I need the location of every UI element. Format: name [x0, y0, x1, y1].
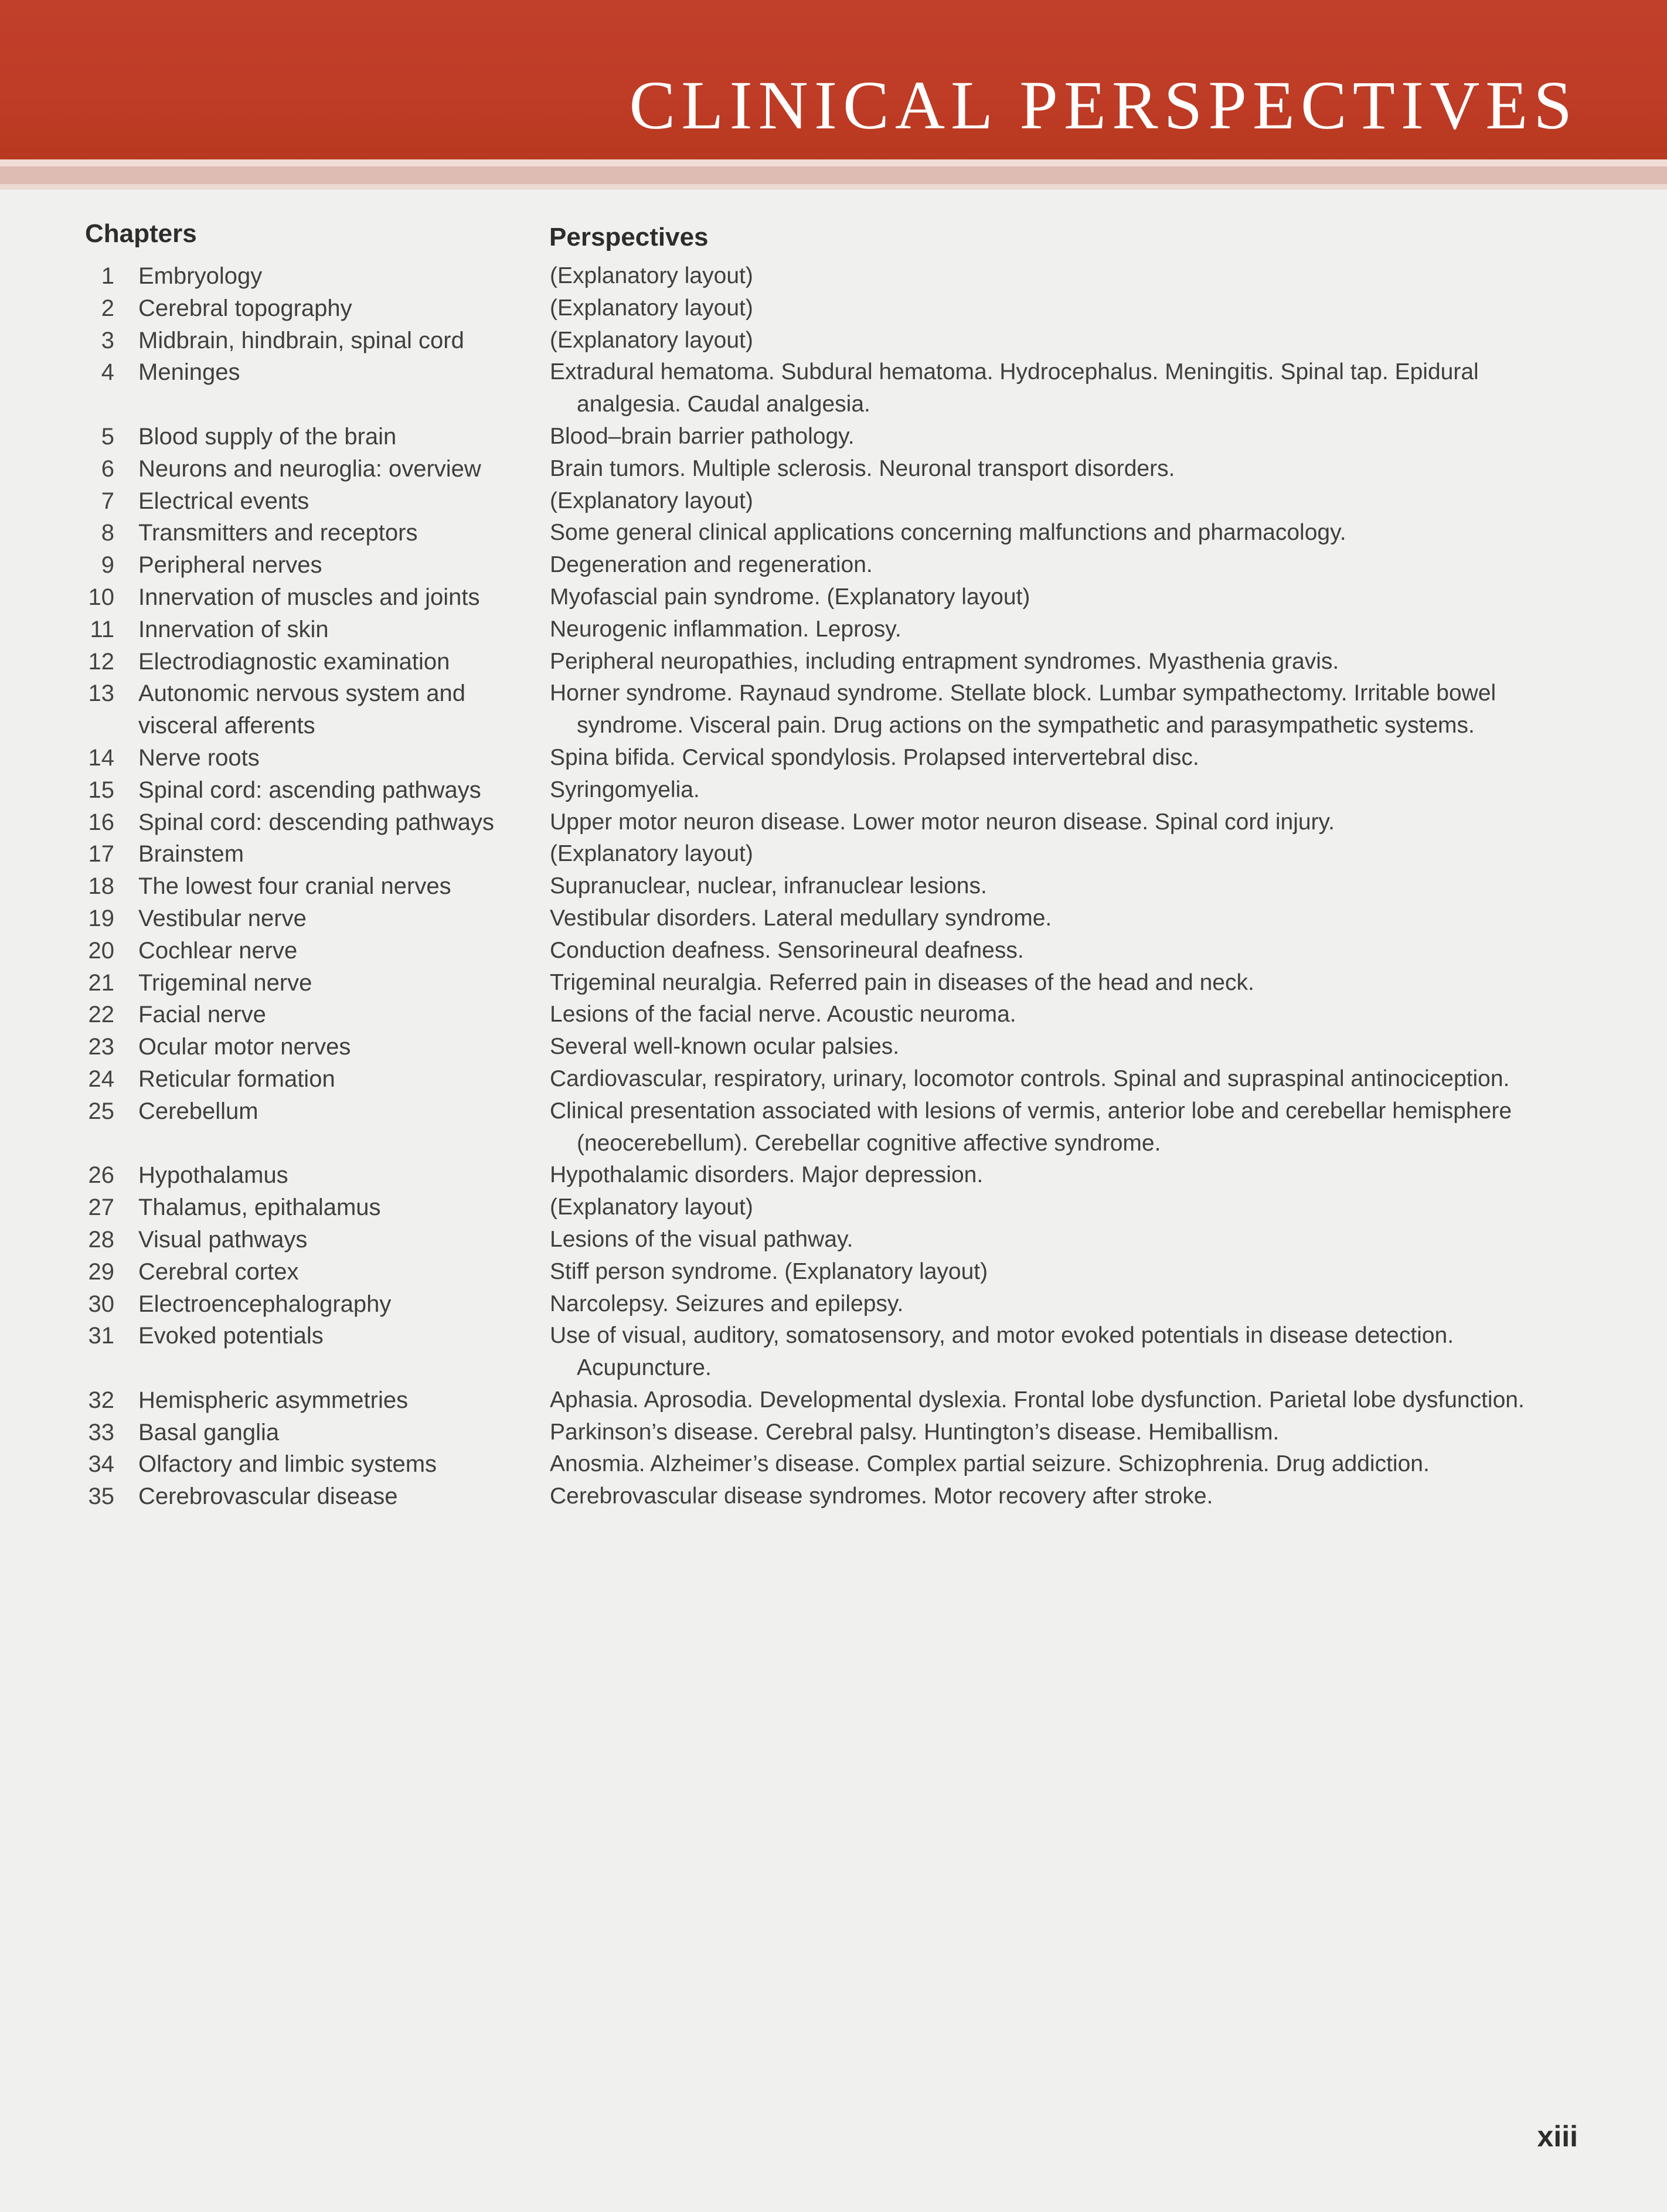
chapter-title: Reticular formation [138, 1066, 335, 1092]
chapter-title: Peripheral nerves [138, 552, 322, 578]
perspective-text: (Explanatory layout) [550, 488, 753, 513]
chapter-title: Spinal cord: ascending pathways [138, 777, 481, 803]
perspective-text: Lesions of the facial nerve. Acoustic neuroma. [550, 1002, 1016, 1027]
perspective-text: Blood–brain barrier pathology. [550, 423, 855, 449]
list-item [0, 678, 1667, 742]
chapter-title: Meninges [138, 359, 240, 386]
perspective-text: Trigeminal neuralgia. Referred pain in diseases of the head and neck. [550, 969, 1254, 995]
chapter-title: Cerebellum [138, 1098, 258, 1124]
perspectives-column-heading: Perspectives [549, 223, 709, 251]
perspective-text: Brain tumors. Multiple sclerosis. Neuronal transport disorders. [550, 455, 1175, 481]
chapter-title: Visual pathways [138, 1226, 308, 1253]
chapter-title: Blood supply of the brain [138, 423, 397, 450]
list-item [0, 646, 1667, 678]
chapter-number: 6 [101, 455, 114, 482]
chapter-title: Trigeminal nerve [138, 969, 312, 996]
perspective-text: Vestibular disorders. Lateral medullary syndrome. [550, 905, 1052, 931]
perspective-text: Parkinson’s disease. Cerebral palsy. Huntington’s disease. Hemiballism. [550, 1419, 1280, 1445]
page-title: CLINICAL PERSPECTIVES [629, 67, 1578, 144]
list-item [0, 1384, 1667, 1417]
list-item [0, 903, 1667, 935]
list-item [0, 999, 1667, 1031]
list-item [0, 1159, 1667, 1192]
chapter-title: The lowest four cranial nerves [138, 873, 451, 900]
perspective-text: Lesions of the visual pathway. [550, 1226, 853, 1252]
list-item [0, 549, 1667, 581]
perspective-text: Stiff person syndrome. (Explanatory layout) [550, 1258, 988, 1284]
list-item [0, 356, 1667, 421]
list-item [0, 614, 1667, 646]
list-item [0, 517, 1667, 549]
chapter-number: 8 [101, 520, 114, 546]
chapter-number: 23 [88, 1034, 114, 1060]
list-item [0, 260, 1667, 292]
chapter-title: Thalamus, epithalamus [138, 1195, 381, 1221]
perspective-text: Degeneration and regeneration. [550, 552, 873, 578]
perspective-text: (Explanatory layout) [550, 1195, 753, 1220]
chapter-number: 9 [101, 552, 114, 578]
chapter-title: Autonomic nervous system and visceral afferents [138, 680, 466, 739]
chapter-number: 12 [88, 648, 114, 675]
list-item [0, 742, 1667, 774]
list-item [0, 1063, 1667, 1095]
chapter-title: Brainstem [138, 841, 244, 867]
list-item [0, 1417, 1667, 1449]
list-item [0, 1095, 1667, 1160]
header-stripe [0, 166, 1667, 184]
chapter-number: 31 [88, 1323, 114, 1349]
title-banner [0, 0, 1667, 159]
chapter-title: Cochlear nerve [138, 937, 298, 964]
perspective-text: Narcolepsy. Seizures and epilepsy. [550, 1291, 904, 1316]
list-item [0, 325, 1667, 357]
perspective-text: Supranuclear, nuclear, infranuclear lesions. [550, 873, 987, 899]
chapter-title: Vestibular nerve [138, 905, 307, 931]
chapter-title: Nerve roots [138, 744, 260, 771]
chapter-number: 16 [88, 809, 114, 835]
chapter-title: Transmitters and receptors [138, 520, 418, 546]
chapter-number: 26 [88, 1162, 114, 1189]
perspective-text: Upper motor neuron disease. Lower motor neuron disease. Spinal cord injury. [550, 809, 1335, 835]
list-item [0, 485, 1667, 518]
perspective-text: Syringomyelia. [550, 777, 700, 802]
chapter-title: Midbrain, hindbrain, spinal cord [138, 327, 464, 353]
header-stripe [0, 184, 1667, 190]
perspective-text: Extradural hematoma. Subdural hematoma. Hydrocephalus. Meningitis. Spinal tap. Epidural analgesia. Caudal analgesia. [550, 359, 1479, 417]
chapter-title: Facial nerve [138, 1002, 266, 1028]
chapter-number: 35 [88, 1483, 114, 1510]
chapter-title: Electroencephalography [138, 1291, 392, 1317]
list-item [0, 870, 1667, 903]
chapter-number: 33 [88, 1419, 114, 1445]
chapter-title: Embryology [138, 263, 263, 289]
perspective-text: Myofascial pain syndrome. (Explanatory layout) [550, 584, 1030, 610]
list-item [0, 292, 1667, 325]
list-item [0, 1288, 1667, 1321]
chapter-number: 28 [88, 1226, 114, 1253]
list-item [0, 1320, 1667, 1384]
header-stripe [0, 159, 1667, 166]
perspective-text: (Explanatory layout) [550, 295, 753, 321]
perspective-text: Clinical presentation associated with lesions of vermis, anterior lobe and cerebellar hemisphere (neocerebellum). Cerebellar cognitive affective syndrome. [550, 1098, 1512, 1156]
chapter-title: Electrodiagnostic examination [138, 648, 450, 675]
chapter-number: 32 [88, 1387, 114, 1413]
chapter-title: Cerebrovascular disease [138, 1483, 398, 1510]
chapter-number: 15 [88, 777, 114, 803]
perspective-text: Anosmia. Alzheimer’s disease. Complex partial seizure. Schizophrenia. Drug addiction. [550, 1451, 1430, 1477]
page-number: xiii [1537, 2120, 1578, 2153]
chapter-number: 29 [88, 1258, 114, 1285]
list-item [0, 1031, 1667, 1063]
perspective-text: Use of visual, auditory, somatosensory, and motor evoked potentials in disease detection. Acupuncture. [550, 1323, 1454, 1381]
list-item [0, 1448, 1667, 1481]
perspective-text: Cardiovascular, respiratory, urinary, locomotor controls. Spinal and supraspinal antinociception. [550, 1066, 1510, 1091]
chapter-number: 22 [88, 1002, 114, 1028]
perspective-text: Some general clinical applications concerning malfunctions and pharmacology. [550, 520, 1346, 546]
chapter-title: Ocular motor nerves [138, 1034, 351, 1060]
perspective-text: Aphasia. Aprosodia. Developmental dyslexia. Frontal lobe dysfunction. Parietal lobe dysfunction. [550, 1387, 1525, 1413]
chapter-title: Innervation of muscles and joints [138, 584, 480, 610]
perspective-text: Several well-known ocular palsies. [550, 1034, 900, 1060]
perspective-text: Peripheral neuropathies, including entrapment syndromes. Myasthenia gravis. [550, 648, 1339, 674]
chapter-number: 17 [88, 841, 114, 867]
perspective-text: Cerebrovascular disease syndromes. Motor recovery after stroke. [550, 1483, 1213, 1509]
chapter-number: 7 [101, 488, 114, 514]
perspective-text: Hypothalamic disorders. Major depression. [550, 1162, 984, 1188]
chapter-number: 3 [101, 327, 114, 353]
chapter-number: 1 [101, 263, 114, 289]
chapter-number: 11 [90, 616, 114, 642]
list-item [0, 967, 1667, 999]
chapter-number: 4 [101, 359, 114, 386]
chapter-title: Spinal cord: descending pathways [138, 809, 495, 835]
chapter-title: Evoked potentials [138, 1323, 324, 1349]
chapter-number: 27 [88, 1195, 114, 1221]
list-item [0, 838, 1667, 870]
perspective-text: (Explanatory layout) [550, 263, 753, 288]
chapter-number: 20 [88, 937, 114, 964]
perspective-text: Conduction deafness. Sensorineural deafness. [550, 937, 1024, 963]
list-item [0, 774, 1667, 806]
chapter-number: 30 [88, 1291, 114, 1317]
chapter-title: Hemispheric asymmetries [138, 1387, 409, 1413]
list-item [0, 935, 1667, 967]
chapter-number: 13 [88, 680, 114, 707]
chapter-title: Neurons and neuroglia: overview [138, 455, 481, 482]
list-item [0, 421, 1667, 453]
chapter-number: 21 [88, 969, 114, 996]
chapter-title: Electrical events [138, 488, 309, 514]
chapters-column-heading: Chapters [85, 219, 197, 248]
list-item [0, 1224, 1667, 1256]
chapter-perspective-list [0, 260, 1667, 1513]
chapter-number: 18 [88, 873, 114, 900]
chapter-number: 19 [88, 905, 114, 931]
list-item [0, 1192, 1667, 1224]
chapter-title: Innervation of skin [138, 616, 329, 642]
chapter-title: Cerebral cortex [138, 1258, 299, 1285]
chapter-number: 25 [88, 1098, 114, 1124]
chapter-number: 34 [88, 1451, 114, 1478]
list-item [0, 1481, 1667, 1513]
list-item [0, 453, 1667, 485]
chapter-number: 24 [88, 1066, 114, 1092]
chapter-title: Hypothalamus [138, 1162, 288, 1189]
chapter-title: Basal ganglia [138, 1419, 280, 1445]
perspective-text: Horner syndrome. Raynaud syndrome. Stellate block. Lumbar sympathectomy. Irritable bowel syndrome. Visceral pain. Drug actions on the sympathetic and parasympathetic systems. [550, 680, 1496, 739]
chapter-number: 14 [88, 744, 114, 771]
chapter-title: Cerebral topography [138, 295, 352, 321]
perspective-text: (Explanatory layout) [550, 841, 753, 867]
chapter-title: Olfactory and limbic systems [138, 1451, 437, 1478]
perspective-text: Spina bifida. Cervical spondylosis. Prolapsed intervertebral disc. [550, 744, 1199, 770]
list-item [0, 1256, 1667, 1288]
chapter-number: 5 [101, 423, 114, 450]
perspective-text: (Explanatory layout) [550, 327, 753, 353]
perspective-text: Neurogenic inflammation. Leprosy. [550, 616, 901, 642]
chapter-number: 10 [88, 584, 114, 610]
list-item [0, 806, 1667, 839]
chapter-number: 2 [101, 295, 114, 321]
list-item [0, 581, 1667, 614]
